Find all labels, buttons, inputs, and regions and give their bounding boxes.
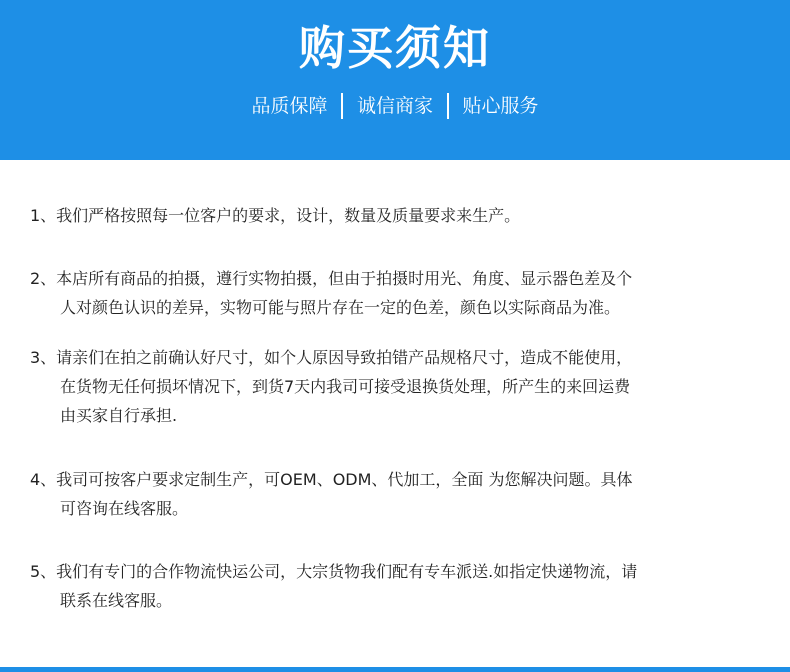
notice-item-1 (30, 201, 770, 230)
notice-line: 3、请亲们在拍之前确认好尺寸，如个人原因导致拍错产品规格尺寸，造成不能使用， (30, 348, 633, 367)
tag-integrity: 诚信商家 (356, 95, 433, 117)
notice-line: 在货物无任何损坏情况下，到货7天内我司可接受退换货处理，所产生的来回运费 (60, 377, 631, 396)
notice-line: 5、我们有专门的合作物流快运公司，大宗货物我们配有专车派送.如指定快递物流，请 (30, 562, 638, 581)
notice-item-4 (30, 465, 770, 523)
notice-item-2 (30, 264, 770, 322)
tag-service: 贴心服务 (462, 95, 539, 117)
page-title: 购买须知 (299, 21, 491, 75)
notice-line: 人对颜色认识的差异，实物可能与照片存在一定的色差，颜色以实际商品为准。 (60, 298, 621, 317)
notice-line: 2、本店所有商品的拍摄，遵行实物拍摄，但由于拍摄时用光、角度、显示器色差及个 (30, 269, 633, 288)
notice-line: 联系在线客服。 (60, 591, 173, 610)
notice-item-3 (30, 343, 770, 430)
tag-quality: 品质保障 (251, 95, 328, 117)
notice-line: 可咨询在线客服。 (60, 499, 189, 518)
notice-line: 由买家自行承担. (60, 406, 178, 425)
notice-line: 1、我们严格按照每一位客户的要求，设计，数量及质量要求来生产。 (30, 206, 521, 225)
notice-line: 4、我司可按客户要求定制生产，可OEM、ODM、代加工，全面 为您解决问题。具体 (30, 470, 633, 489)
notice-item-5 (30, 557, 770, 615)
bottom-accent-bar (0, 667, 790, 672)
